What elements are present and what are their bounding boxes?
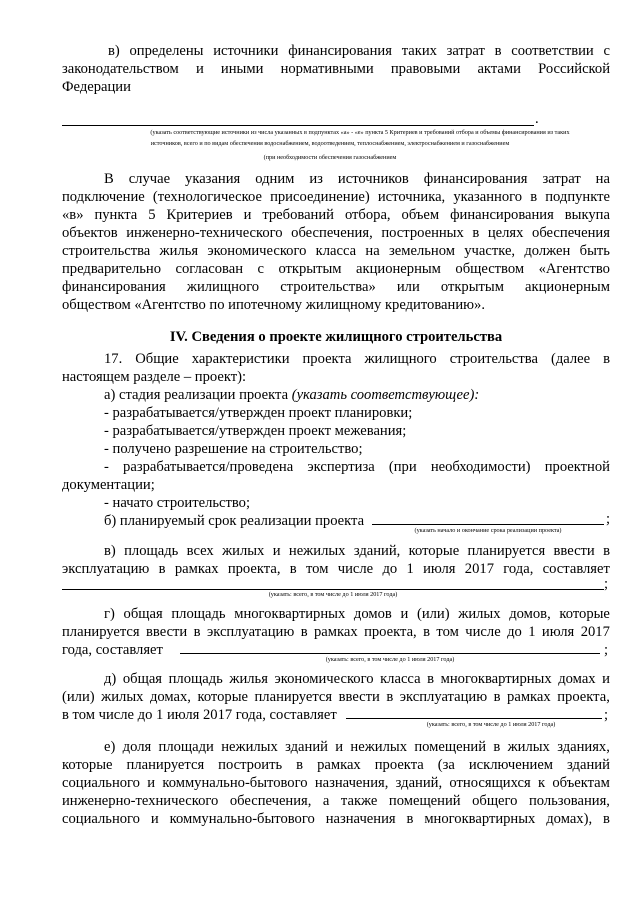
item-v-line-2: эксплуатацию в рамках проекта, в том числе до 1 июля 2017 года, составляет (62, 561, 610, 577)
para-case-line-3: «в» пункта 5 Критериев и требований отбора, объем финансирования выкупа (62, 207, 610, 223)
para-v-line-2: законодательством и иными нормативными правовыми актами Российской (62, 61, 610, 77)
item-b-label: б) планируемый срок реализации проекта (104, 513, 365, 529)
sources-note-1: (указать соответствующие источники из числа указанных в подпунктах «а» - «е» пункта 5 Критериев и требований отбора и объемы финансирования из таких (150, 129, 570, 136)
stage-option-surveying: - разрабатывается/утвержден проект межевания; (104, 423, 407, 439)
item-e-line-2: которые планируется построить в рамках проекта (за исключением зданий (62, 757, 610, 773)
sources-note-3: (при необходимости обеспечения газоснабжением (263, 154, 397, 161)
sources-end-mark: . (535, 111, 539, 127)
stage-option-construction: - начато строительство; (104, 495, 251, 511)
para-case-line-1: В случае указания одним из источников финансирования затрат на (104, 171, 610, 187)
item-17-line-1: 17. Общие характеристики проекта жилищного строительства (далее в (104, 351, 610, 367)
para-v-line-3: Федерации (62, 79, 131, 95)
sources-note-2: источников, всего и по видам обеспечения водоснабжением, водоотведением, теплоснабжением, электроснабжением и газоснабжением (150, 140, 510, 147)
item-b-end-mark: ; (606, 511, 611, 527)
stage-option-permit: - получено разрешение на строительство; (104, 441, 363, 457)
item-b-blank-line[interactable] (372, 524, 604, 525)
item-17-line-2: настоящем разделе – проект): (62, 369, 247, 385)
section-title: IV. Сведения о проекте жилищного строительства (169, 329, 503, 345)
item-v-note: (указать: всего, в том числе до 1 июля 2017 года) (268, 591, 398, 598)
item-a-label: а) стадия реализации проекта (104, 387, 292, 403)
stage-option-expertise: - разрабатывается/проведена экспертиза (при необходимости) проектной (104, 459, 610, 475)
item-e-line-1: е) доля площади нежилых зданий и нежилых помещений в жилых зданиях, (104, 739, 610, 755)
stage-option-expertise-cont: документации; (62, 477, 155, 493)
item-a-hint: (указать соответствующее): (291, 387, 480, 403)
item-g-blank-line[interactable] (180, 653, 600, 654)
item-g-line-2: планируется ввести в эксплуатацию в рамках проекта, в том числе до 1 июля 2017 (62, 624, 610, 640)
item-d-line-3: в том числе до 1 июля 2017 года, составляет (62, 707, 337, 723)
para-case-line-8: обществом «Агентство по ипотечному жилищному кредитованию». (62, 297, 485, 313)
item-g-line-3: года, составляет (62, 642, 163, 658)
item-d-line-1: д) общая площадь жилья экономического класса в многоквартирных домах и (104, 671, 610, 687)
para-case-line-5: строительства жилья экономического класса на земельном участке, должен быть (62, 243, 610, 259)
para-case-line-4: объектов инженерно-технического обеспечения, построенных в целях обеспечения (62, 225, 610, 241)
item-d-note: (указать: всего, в том числе до 1 июля 2017 года) (426, 721, 556, 728)
item-g-note: (указать: всего, в том числе до 1 июля 2017 года) (325, 656, 455, 663)
item-a-line (104, 386, 479, 404)
item-b-note: (указать начало и окончание срока реализации проекта) (414, 527, 562, 534)
para-v-line-1: в) определены источники финансирования таких затрат в соответствии с (108, 43, 610, 59)
item-e-line-4: инженерно-технического обеспечения, а также помещений общего пользования, (62, 793, 610, 809)
sources-blank-line[interactable] (62, 125, 534, 126)
item-e-line-5: социального и коммунально-бытового назначения в многоквартирных домах), в (62, 811, 610, 827)
para-case-line-6: предварительно согласован с открытым акционерным обществом «Агентство (62, 261, 610, 277)
item-g-end-mark: ; (604, 642, 609, 658)
item-g-line-1: г) общая площадь многоквартирных домов и (или) жилых домов, которые (104, 606, 610, 622)
item-d-end-mark: ; (604, 707, 609, 723)
para-case-line-7: финансирования жилищного строительства» или открытым акционерным (62, 279, 610, 295)
item-v-end-mark: ; (604, 576, 609, 592)
item-d-blank-line[interactable] (346, 718, 602, 719)
stage-option-planning: - разрабатывается/утвержден проект планировки; (104, 405, 413, 421)
para-case-line-2: подключение (технологическое присоединение) источника, указанного в подпункте (62, 189, 610, 205)
item-v-blank-line[interactable] (62, 589, 604, 590)
item-v-line-1: в) площадь всех жилых и нежилых зданий, которые планируется ввести в (104, 543, 610, 559)
item-d-line-2: (или) жилых домах, которые планируется ввести в эксплуатацию в рамках проекта, (62, 689, 610, 705)
item-e-line-3: социального и коммунально-бытового назначения, зданий, относящихся к объектам (62, 775, 610, 791)
